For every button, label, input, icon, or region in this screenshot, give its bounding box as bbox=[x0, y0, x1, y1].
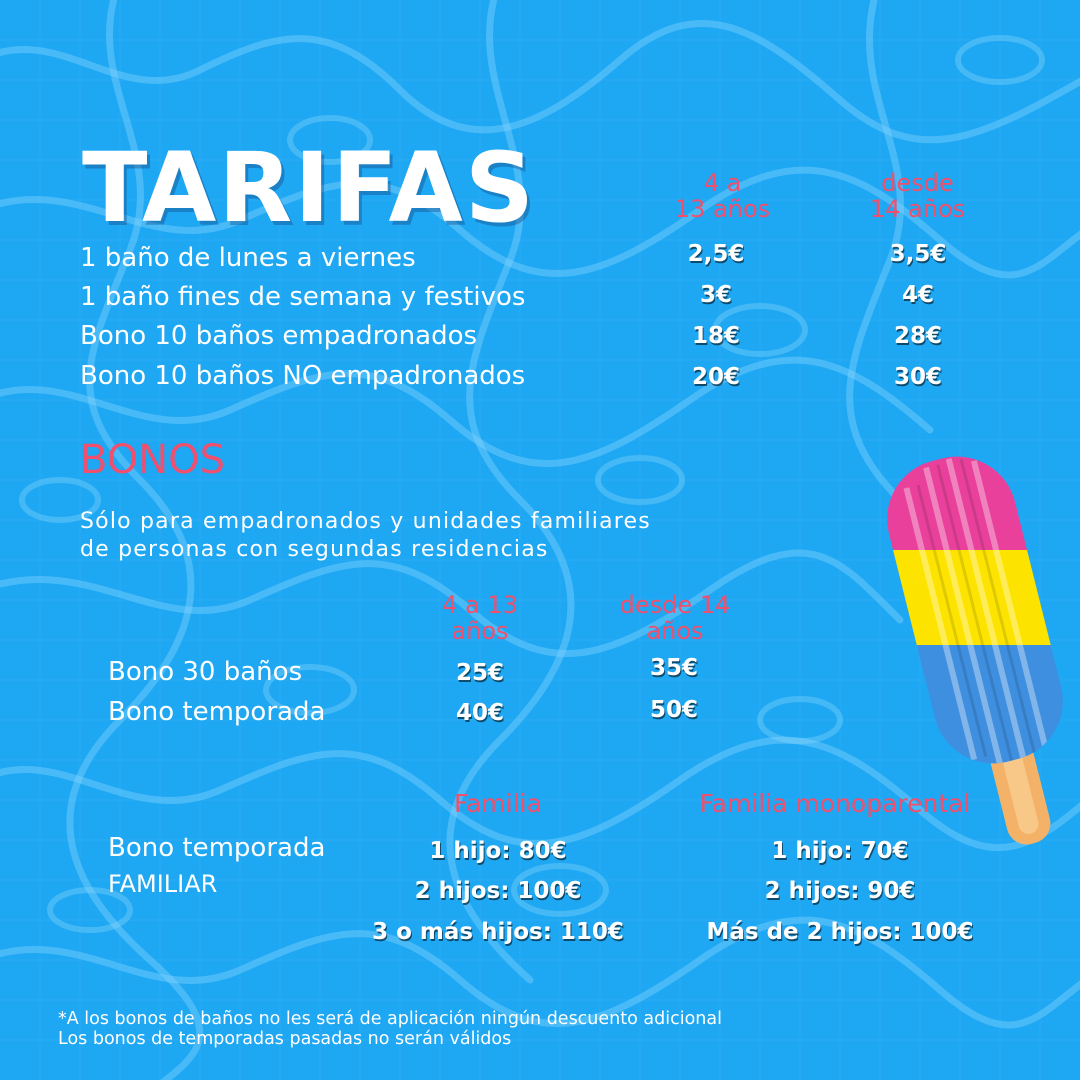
familiar-label-line: FAMILIAR bbox=[108, 870, 218, 898]
page-title: TARIFAS bbox=[82, 132, 536, 244]
header-line: desde bbox=[881, 169, 954, 197]
bonos-header-4-13 bbox=[410, 592, 550, 644]
tarifa-row-label: Bono 10 baños NO empadronados bbox=[80, 361, 526, 391]
familiar-label-line: Bono temporada bbox=[108, 833, 326, 863]
header-line: 4 a bbox=[703, 169, 742, 197]
bono-price-desde-14: 35€ bbox=[649, 655, 698, 681]
familia-header: Familia bbox=[454, 789, 542, 818]
tarifa-row-label: 1 baño de lunes a viernes bbox=[80, 243, 416, 273]
bono-price-desde-14: 50€ bbox=[649, 697, 698, 723]
monoparental-price: 1 hijo: 70€ bbox=[771, 838, 909, 864]
tarifa-price-4-13: 2,5€ bbox=[687, 241, 745, 267]
familia-price: 2 hijos: 100€ bbox=[414, 878, 582, 904]
description-line: de personas con segundas residencias bbox=[80, 537, 549, 562]
familia-price: 3 o más hijos: 110€ bbox=[372, 919, 624, 945]
description-line: Sólo para empadronados y unidades familiares bbox=[80, 509, 651, 534]
header-line: 13 años bbox=[674, 195, 771, 223]
monoparental-header: Familia monoparental bbox=[699, 789, 971, 818]
tarifas-header-4-13 bbox=[650, 170, 795, 222]
familia-price: 1 hijo: 80€ bbox=[429, 838, 567, 864]
tarifa-price-desde-14: 3,5€ bbox=[889, 241, 947, 267]
tarifa-price-desde-14: 30€ bbox=[893, 364, 942, 390]
tarifas-header-desde-14 bbox=[845, 170, 990, 222]
bonos-title: BONOS bbox=[80, 437, 226, 483]
tarifa-price-4-13: 20€ bbox=[691, 364, 740, 390]
popsicle-icon bbox=[880, 435, 1080, 855]
tarifa-price-desde-14: 4€ bbox=[901, 282, 934, 308]
footnotes bbox=[58, 1009, 722, 1049]
tarifa-price-4-13: 3€ bbox=[699, 282, 732, 308]
header-line: desde 14 bbox=[619, 591, 731, 619]
familiar-label bbox=[108, 830, 325, 902]
footnote-line: Los bonos de temporadas pasadas no serán válidos bbox=[58, 1029, 512, 1049]
bono-row-label: Bono 30 baños bbox=[108, 657, 303, 687]
bonos-header-desde-14 bbox=[595, 592, 755, 644]
tarifa-row-label: 1 baño fines de semana y festivos bbox=[80, 282, 526, 312]
bono-row-label: Bono temporada bbox=[108, 697, 326, 727]
tarifa-price-4-13: 18€ bbox=[691, 323, 740, 349]
header-line: 4 a 13 bbox=[442, 591, 518, 619]
footnote-line: *A los bonos de baños no les será de aplicación ningún descuento adicional bbox=[58, 1009, 722, 1029]
tarifa-row-label: Bono 10 baños empadronados bbox=[80, 321, 478, 351]
bonos-description bbox=[80, 508, 651, 564]
header-line: años bbox=[646, 617, 704, 645]
bono-price-4-13: 40€ bbox=[455, 700, 504, 726]
tarifa-price-desde-14: 28€ bbox=[893, 323, 942, 349]
header-line: años bbox=[451, 617, 509, 645]
bono-price-4-13: 25€ bbox=[455, 660, 504, 686]
monoparental-price: Más de 2 hijos: 100€ bbox=[706, 919, 974, 945]
monoparental-price: 2 hijos: 90€ bbox=[764, 878, 916, 904]
header-line: 14 años bbox=[869, 195, 966, 223]
popsicle-body bbox=[880, 435, 1080, 785]
